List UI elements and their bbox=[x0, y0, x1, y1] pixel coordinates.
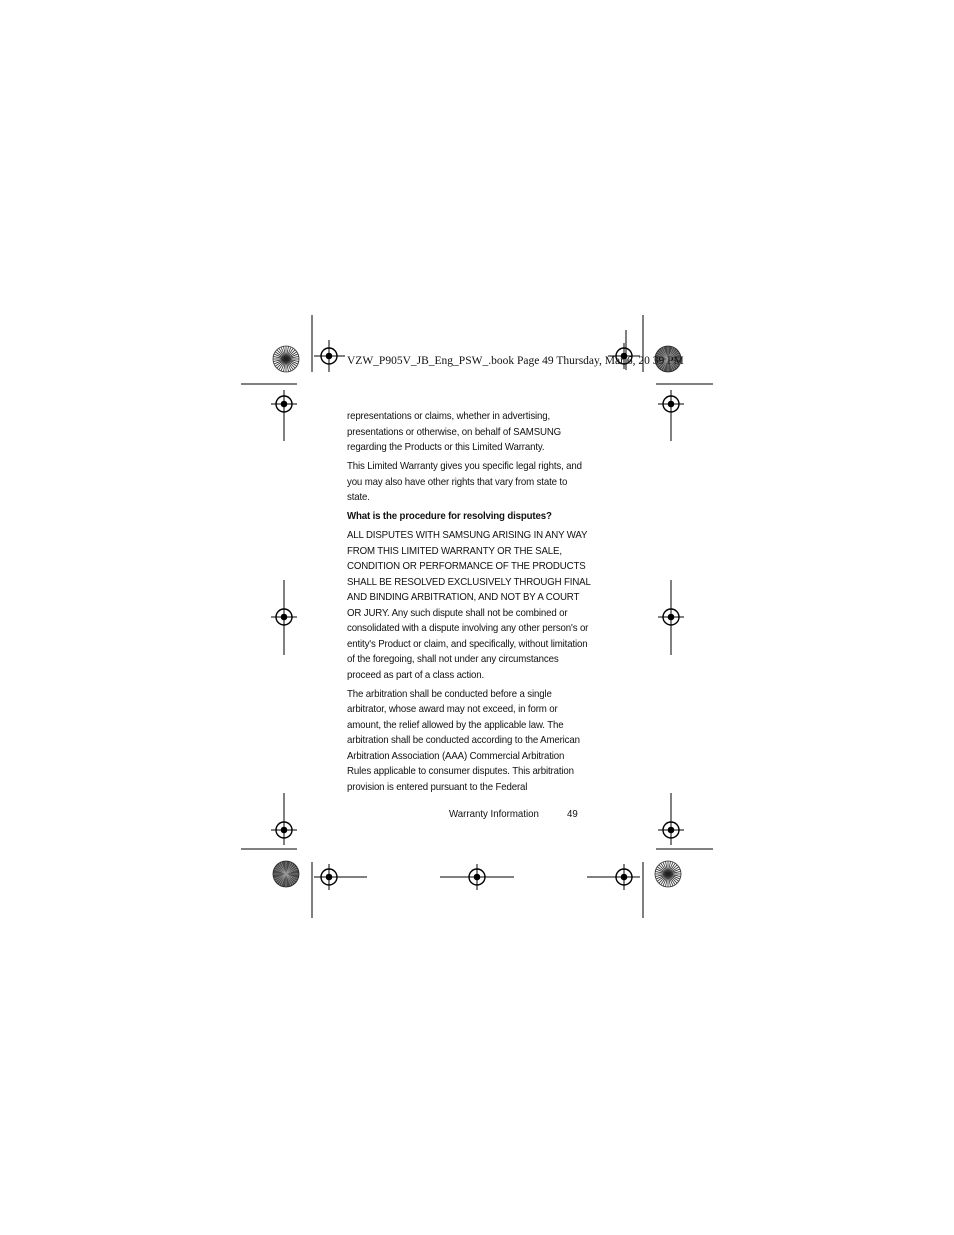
footer-section-title: Warranty Information bbox=[449, 809, 539, 820]
warranty-body bbox=[347, 409, 591, 799]
registration-mark-icon bbox=[658, 391, 684, 417]
paragraph: representations or claims, whether in advertising, presentations or otherwise, on behalf of SAMSUNG regarding the Products or this Limited Warranty. bbox=[347, 411, 562, 453]
print-slug: VZW_P905V_JB_Eng_PSW_.book Page 49 Thursday, Mar 6, 20 39 PM bbox=[347, 355, 684, 367]
registration-mark-icon bbox=[271, 604, 297, 630]
paragraph: The arbitration shall be conducted before a single arbitrator, whose award may not exceed, in form or amount, the relief allowed by the applicable law. The arbitration shall be conducted according to the American Arbitration Association (AAA) Commercial Arbitration Rules applicable to consumer disputes. This arbitration provision is entered pursuant to the Federal bbox=[347, 688, 580, 793]
section-heading: What is the procedure for resolving disputes? bbox=[347, 511, 552, 522]
registration-mark-icon bbox=[316, 343, 342, 369]
registration-mark-icon bbox=[464, 864, 490, 890]
star-target-icon bbox=[273, 346, 299, 372]
registration-mark-icon bbox=[611, 864, 637, 890]
registration-mark-icon bbox=[316, 864, 342, 890]
paragraph: This Limited Warranty gives you specific legal rights, and you may also have other rights that vary from state to state. bbox=[347, 461, 582, 503]
registration-mark-icon bbox=[271, 817, 297, 843]
registration-mark-icon bbox=[658, 817, 684, 843]
paragraph: ALL DISPUTES WITH SAMSUNG ARISING IN ANY WAY FROM THIS LIMITED WARRANTY OR THE SALE, CONDITION OR PERFORMANCE OF THE PRODUCTS SHALL BE RESOLVED EXCLUSIVELY THROUGH FINAL AND BINDING ARBITRATION, AND NOT BY A COURT OR JURY. Any such dispute shall not be combined or consolidated with a dispute involving any other person's or entity's Product or claim, and specifically, without limitation of the foregoing, shall not under any circumstances proceed as part of a class action. bbox=[347, 530, 591, 681]
registration-mark-icon bbox=[271, 391, 297, 417]
star-target-dark-icon bbox=[273, 861, 299, 887]
page-number: 49 bbox=[567, 809, 578, 820]
star-target-icon bbox=[655, 861, 681, 887]
registration-mark-icon bbox=[658, 604, 684, 630]
